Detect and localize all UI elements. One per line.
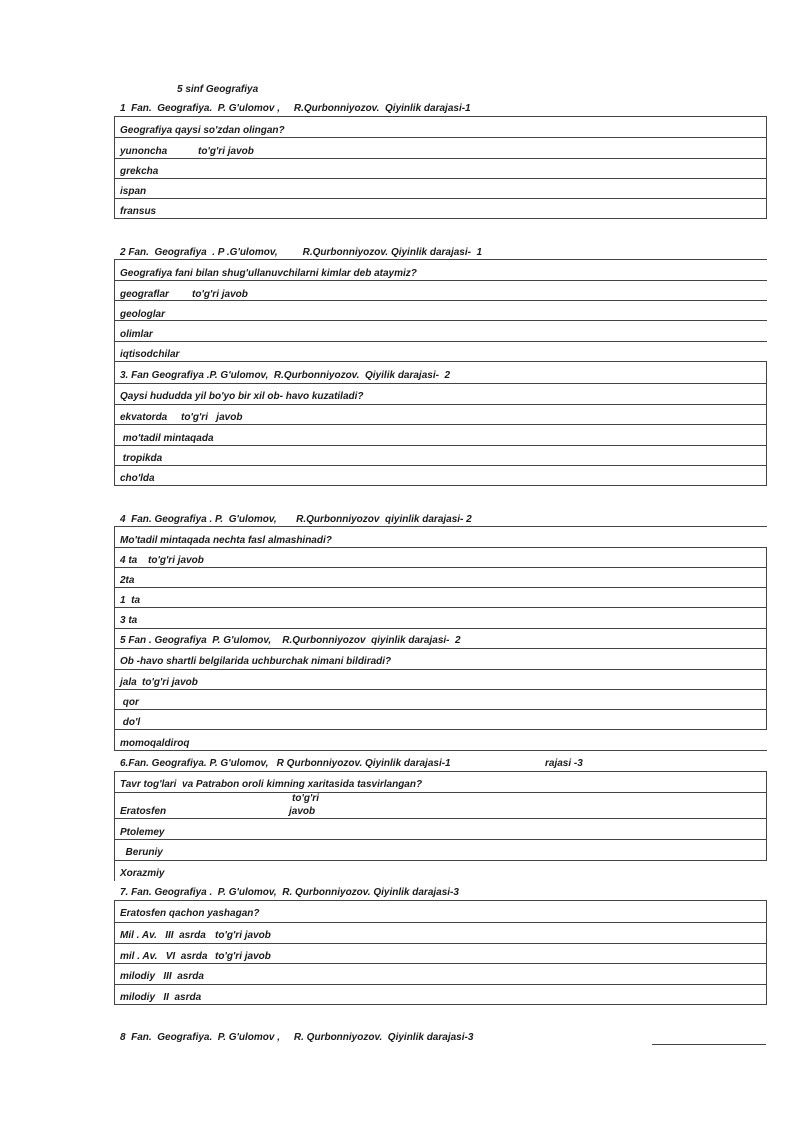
section-3-answer-3: tropikda [120,453,163,464]
section-6-header: 6.Fan. Geografiya. P. G'ulomov, R Qurbonniyozov. Qiyinlik darajasi-1 [120,758,451,769]
section-6-answer-3: Beruniy [120,847,163,858]
rule [114,567,767,568]
section-4-question: Mo'tadil mintaqada nechta fasl almashinadi? [120,535,332,546]
section-7-note-2: to'g'ri javob [215,951,271,962]
section-4-correct-note: to'g'ri javob [148,555,204,566]
section-6-answer-1: Eratosfen [120,806,167,817]
section-5-correct-note: to'g'ri javob [142,677,198,688]
section-6-answer-2: Ptolemey [120,827,165,838]
section-1-question: Geografiya qaysi so'zdan olingan? [120,125,285,136]
rule [114,526,767,527]
section-2-header: 2 Fan. Geografiya . P .G'ulomov, R.Qurbonniyozov. Qiyinlik darajasi- 1 [120,247,483,258]
section-8-header: 8 Fan. Geografiya. P. G'ulomov , R. Qurbonniyozov. Qiyinlik darajasi-3 [120,1032,474,1043]
section-5-header: 5 Fan . Geografiya P. G'ulomov, R.Qurbonniyozov qiyinlik darajasi- 2 [120,635,461,646]
section-1-correct-note: to'g'ri javob [198,146,254,157]
section-6-correct-note-line-2: javob [289,806,316,817]
rule [114,547,767,548]
section-4-answer-2: 2ta [120,575,135,586]
rule [114,137,767,138]
section-7-header: 7. Fan. Geografiya . P. G'ulomov, R. Qurbonniyozov. Qiyinlik darajasi-3 [120,887,459,898]
answer-line [652,1044,766,1045]
section-3-answer-1: ekvatorda [120,412,168,423]
section-6-correct-note-line-1: to'g'ri [292,793,319,804]
section-6-question: Tavr tog'lari va Patrabon oroli kimning xaritasida tasvirlangan? [120,779,423,790]
rule [114,178,767,179]
rule [114,116,767,117]
section-5-answer-3: do'l [120,717,141,728]
rule [114,383,767,384]
section-1-answer-4: fransus [120,206,157,217]
border-right [766,116,767,218]
border-right [766,771,767,860]
rule [114,198,767,199]
rule [114,860,767,861]
rule [114,587,767,588]
section-3-correct-note: to'g'ri javob [181,412,243,423]
section-4-answer-3: 1 ta [120,595,141,606]
rule [114,689,767,690]
section-7-note-1: to'g'ri javob [215,930,271,941]
section-2-correct-note: to'g'ri javob [192,289,248,300]
rule [114,300,767,301]
section-7-question: Eratosfen qachon yashagan? [120,908,260,919]
rule [114,280,767,281]
section-6-header-extra: rajasi -3 [545,758,583,769]
section-3-header: 3. Fan Geografiya .P. G'ulomov, R.Qurbonniyozov. Qiyilik darajasi- 2 [120,370,451,381]
rule [114,750,767,751]
rule [114,341,767,342]
rule [114,771,767,772]
border-left [114,900,115,1004]
rule [114,922,767,923]
section-2-answer-3: olimlar [120,329,153,340]
page-title: 5 sinf Geografiya [177,84,259,95]
rule [114,445,767,446]
section-7-answer-1: Mil . Av. III asrda [120,930,206,941]
border-left [114,116,115,218]
section-4-answer-1: 4 ta [120,555,138,566]
border-left [114,526,115,750]
border-left [114,771,115,881]
section-1-answer-2: grekcha [120,166,159,177]
rule [114,607,767,608]
rule [114,158,767,159]
section-3-question: Qaysi hududda yil bo'yo bir xil ob- havo kuzatiladi? [120,391,364,402]
section-3-answer-4: cho'lda [120,473,155,484]
rule [114,1004,767,1005]
rule [114,963,767,964]
section-2-answer-1: geograflar [120,289,169,300]
rule [114,943,767,944]
section-2-answer-4: iqtisodchilar [120,349,180,360]
rule [114,404,767,405]
section-5-answer-2: qor [120,697,139,708]
border-left [114,361,115,485]
section-6-answer-4: Xorazmiy [120,868,165,879]
section-4-header: 4 Fan. Geografiya . P. G'ulomov, R.Qurbonniyozov qiyinlik darajasi- 2 [120,514,472,525]
border-right [766,361,767,485]
rule [114,648,767,649]
border-right [766,628,767,730]
rule [114,320,767,321]
section-7-answer-2: mil . Av. VI asrda [120,951,208,962]
rule [114,729,767,730]
border-left [114,259,115,361]
rule [114,424,767,425]
rule [114,218,767,219]
rule [114,628,767,629]
section-2-answer-2: geologlar [120,309,166,320]
rule [114,818,767,819]
rule [114,900,767,901]
section-7-answer-4: milodiy II asrda [120,992,202,1003]
border-right [766,900,767,1004]
rule [114,792,767,793]
section-1-answer-1: yunoncha [120,146,168,157]
section-5-answer-1: jala [120,677,137,688]
section-7-answer-3: milodiy III asrda [120,971,204,982]
rule [114,485,767,486]
rule [114,839,767,840]
section-2-question: Geografiya fani bilan shug'ullanuvchilarni kimlar deb ataymiz? [120,268,417,279]
rule [114,259,767,260]
rule [114,669,767,670]
section-1-answer-3: ispan [120,186,147,197]
rule [114,465,767,466]
section-5-question: Ob -havo shartli belgilarida uchburchak nimani bildiradi? [120,656,392,667]
section-5-answer-4: momoqaldiroq [120,738,190,749]
rule [114,984,767,985]
rule [114,361,767,362]
section-3-answer-2: mo'tadil mintaqada [120,433,214,444]
section-1-header: 1 Fan. Geografiya. P. G'ulomov , R.Qurbonniyozov. Qiyinlik darajasi-1 [120,103,471,114]
rule [114,709,767,710]
section-4-answer-4: 3 ta [120,615,138,626]
